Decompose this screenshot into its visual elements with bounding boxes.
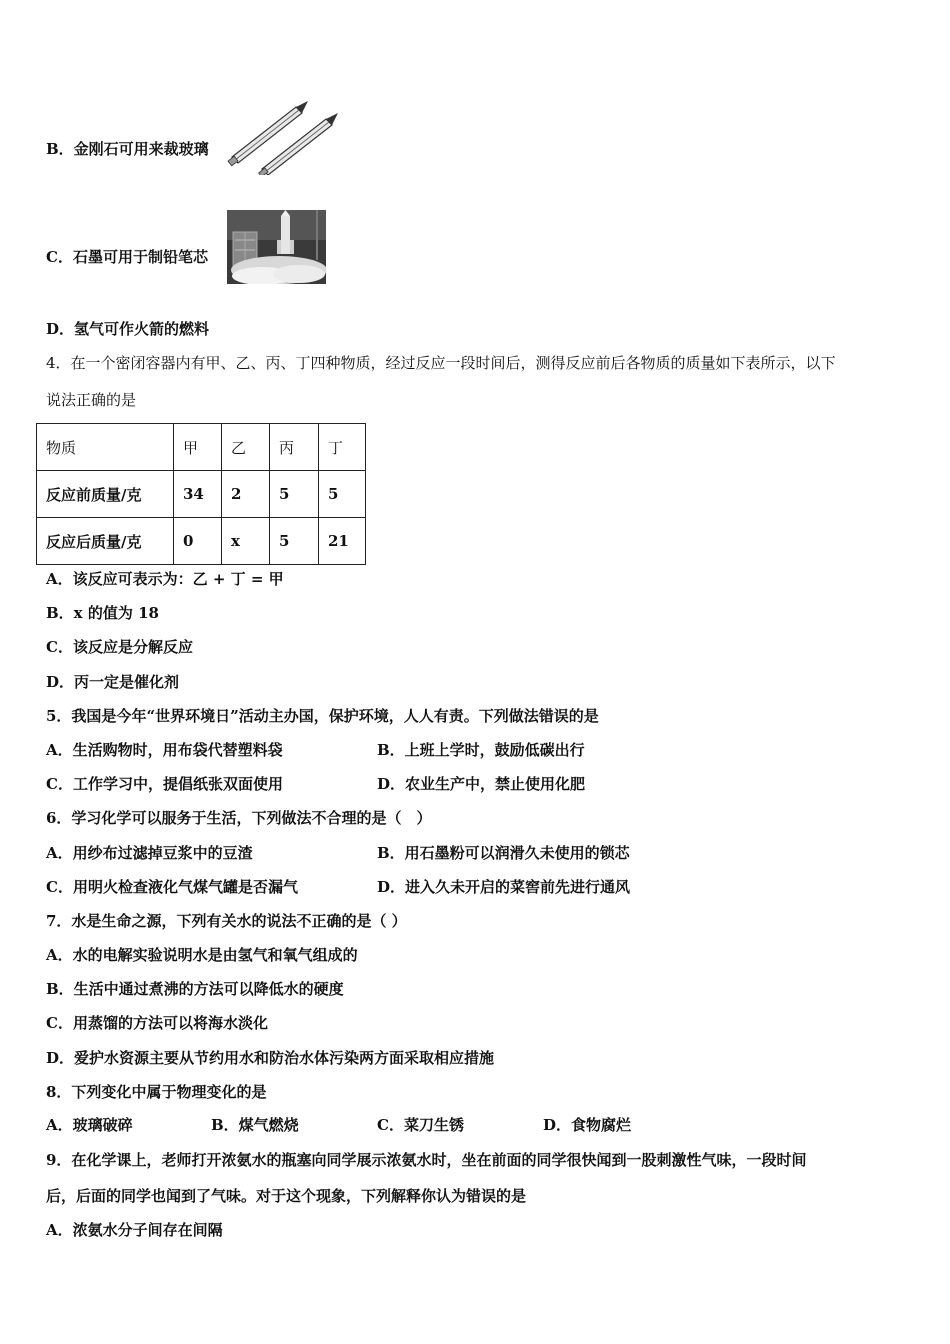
q7-option-b: B．生活中通过煮沸的方法可以降低水的硬度 xyxy=(46,980,344,998)
q4-option-b: B．x 的值为 18 xyxy=(46,604,159,622)
table-cell: 5 xyxy=(270,471,319,518)
q6-option-c: C．用明火检查液化气煤气罐是否漏气 xyxy=(46,878,298,896)
table-cell: 5 xyxy=(319,471,366,518)
table-cell: 21 xyxy=(319,518,366,565)
table-cell: 反应前质量/克 xyxy=(37,471,174,518)
table-header-cell: 物质 xyxy=(37,424,174,471)
q6-stem: 6．学习化学可以服务于生活，下列做法不合理的是（ ） xyxy=(46,809,432,827)
table-header-cell: 丙 xyxy=(270,424,319,471)
q5-option-d: D．农业生产中，禁止使用化肥 xyxy=(377,775,586,793)
q4-option-a: A．该反应可表示为：乙 + 丁 = 甲 xyxy=(46,570,284,588)
pencils-image xyxy=(226,99,340,175)
q4-stem-line1: 4．在一个密闭容器内有甲、乙、丙、丁四种物质，经过反应一段时间后，测得反应前后各物质的质量如下表所示，以下 xyxy=(46,354,836,372)
q9-option-a: A．浓氨水分子间存在间隔 xyxy=(46,1221,223,1239)
q5-option-b: B．上班上学时，鼓励低碳出行 xyxy=(377,741,585,759)
q6-option-b: B．用石墨粉可以润滑久未使用的锁芯 xyxy=(377,844,630,862)
q3-option-d: D．氢气可作火箭的燃料 xyxy=(46,320,210,338)
table-header-cell: 甲 xyxy=(174,424,222,471)
q8-option-a: A．玻璃破碎 xyxy=(46,1116,133,1134)
q6-option-a: A．用纱布过滤掉豆浆中的豆渣 xyxy=(46,844,253,862)
q5-stem: 5．我国是今年“世界环境日”活动主办国，保护环境，人人有责。下列做法错误的是 xyxy=(46,707,599,725)
q7-option-a: A．水的电解实验说明水是由氢气和氧气组成的 xyxy=(46,946,358,964)
q5-option-c: C．工作学习中，提倡纸张双面使用 xyxy=(46,775,283,793)
table-cell: 2 xyxy=(222,471,270,518)
table-row xyxy=(37,518,366,565)
table-header-cell: 丁 xyxy=(319,424,366,471)
table-cell: 反应后质量/克 xyxy=(37,518,174,565)
rocket-launch-image xyxy=(227,210,326,284)
q8-stem: 8．下列变化中属于物理变化的是 xyxy=(46,1083,267,1101)
q4-mass-table xyxy=(36,423,366,565)
q9-stem-line1: 9．在化学课上，老师打开浓氨水的瓶塞向同学展示浓氨水时，坐在前面的同学很快闻到一股刺激性气味，一段时间 xyxy=(46,1151,807,1169)
q7-option-d: D．爱护水资源主要从节约用水和防治水体污染两方面采取相应措施 xyxy=(46,1049,495,1067)
q5-option-a: A．生活购物时，用布袋代替塑料袋 xyxy=(46,741,283,759)
q6-option-d: D．进入久未开启的菜窖前先进行通风 xyxy=(377,878,631,896)
table-header-cell: 乙 xyxy=(222,424,270,471)
table-cell: 5 xyxy=(270,518,319,565)
q4-option-c: C．该反应是分解反应 xyxy=(46,638,193,656)
q7-stem: 7．水是生命之源，下列有关水的说法不正确的是（ ） xyxy=(46,912,407,930)
table-header-row xyxy=(37,424,366,471)
q3-option-b: B．金刚石可用来裁玻璃 xyxy=(46,140,209,158)
table-cell: x xyxy=(222,518,270,565)
q9-stem-line2: 后，后面的同学也闻到了气味。对于这个现象，下列解释你认为错误的是 xyxy=(46,1187,527,1205)
q3-option-c: C．石墨可用于制铅笔芯 xyxy=(46,248,208,266)
q8-option-c: C．菜刀生锈 xyxy=(377,1116,464,1134)
q8-option-b: B．煤气燃烧 xyxy=(211,1116,299,1134)
q8-option-d: D．食物腐烂 xyxy=(543,1116,632,1134)
table-cell: 0 xyxy=(174,518,222,565)
table-row xyxy=(37,471,366,518)
q4-option-d: D．丙一定是催化剂 xyxy=(46,673,180,691)
q4-stem-line2: 说法正确的是 xyxy=(46,391,137,409)
table-cell: 34 xyxy=(174,471,222,518)
q7-option-c: C．用蒸馏的方法可以将海水淡化 xyxy=(46,1014,268,1032)
